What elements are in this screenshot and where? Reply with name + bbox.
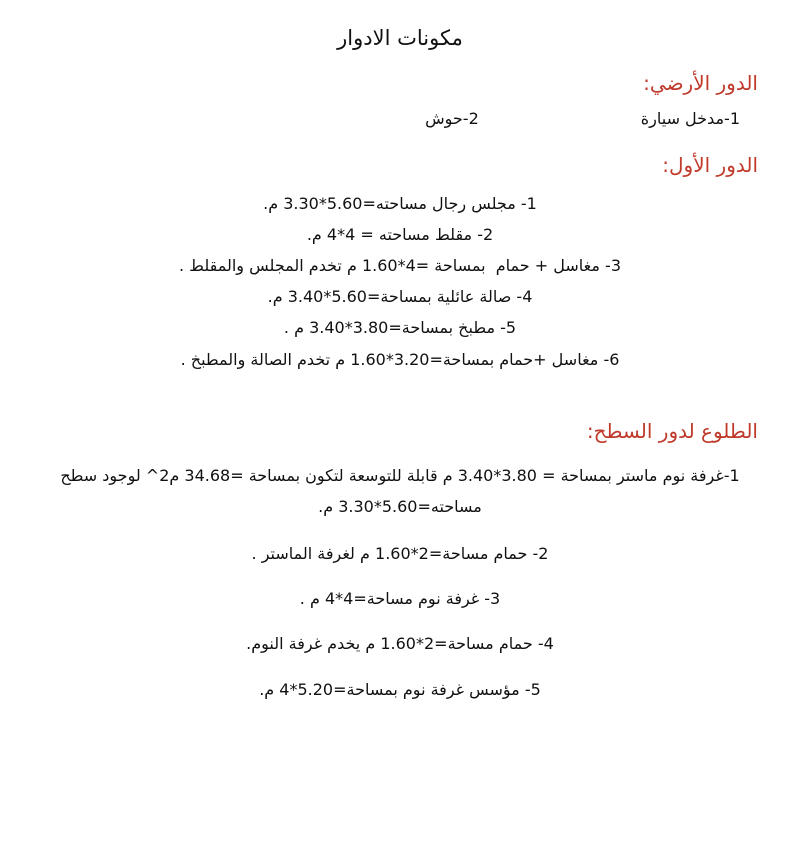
- first-floor-items: [0, 188, 800, 375]
- list-item: 2- حمام مساحة=2*1.60 م لغرفة الماستر .: [251, 544, 549, 564]
- list-item: 5- مطبخ بمساحة=3.80*3.40 م .: [283, 318, 517, 338]
- list-item: 1-مدخل سيارة: [640, 109, 740, 129]
- list-item: 2- مقلط مساحته = 4*4 م.: [306, 224, 494, 244]
- list-item: 3- غرفة نوم مساحة=4*4 م .: [299, 589, 501, 609]
- list-item: 6- مغاسل +حمام بمساحة=3.20*1.60 م تخدم الصالة والمطبخ .: [180, 349, 620, 369]
- list-item: 2-حوش: [425, 109, 479, 129]
- section-first-floor: [0, 153, 800, 375]
- section-ground-floor: [0, 71, 800, 134]
- section-roof-floor: [0, 419, 800, 705]
- list-item: 1-غرفة نوم ماستر بمساحة = 3.80*3.40 م قابلة للتوسعة لتكون بمساحة =34.68 م2^ لوجود سطح مساحته=5.60*3.30 م.: [60, 465, 740, 516]
- roof-floor-items: [0, 460, 800, 705]
- section-heading-ground-floor: الدور الأرضي:: [643, 71, 758, 96]
- page-title: مكونات الادوار: [337, 26, 463, 50]
- list-item: 1- مجلس رجال مساحته=5.60*3.30 م.: [263, 193, 537, 213]
- section-heading-first-floor: الدور الأول:: [662, 152, 758, 177]
- list-item: 5- مؤسس غرفة نوم بمساحة=5.20*4 م.: [259, 679, 541, 699]
- ground-floor-items: [0, 96, 800, 134]
- section-heading-roof-floor: الطلوع لدور السطح:: [586, 418, 758, 443]
- list-item: 4- حمام مساحة=2*1.60 م يخدم غرفة النوم.: [246, 634, 554, 654]
- list-item: 4- صالة عائلية بمساحة=5.60*3.40 م.: [267, 287, 533, 307]
- list-item: 3- مغاسل + حمام بمساحة =4*1.60 م تخدم المجلس والمقلط .: [178, 255, 621, 275]
